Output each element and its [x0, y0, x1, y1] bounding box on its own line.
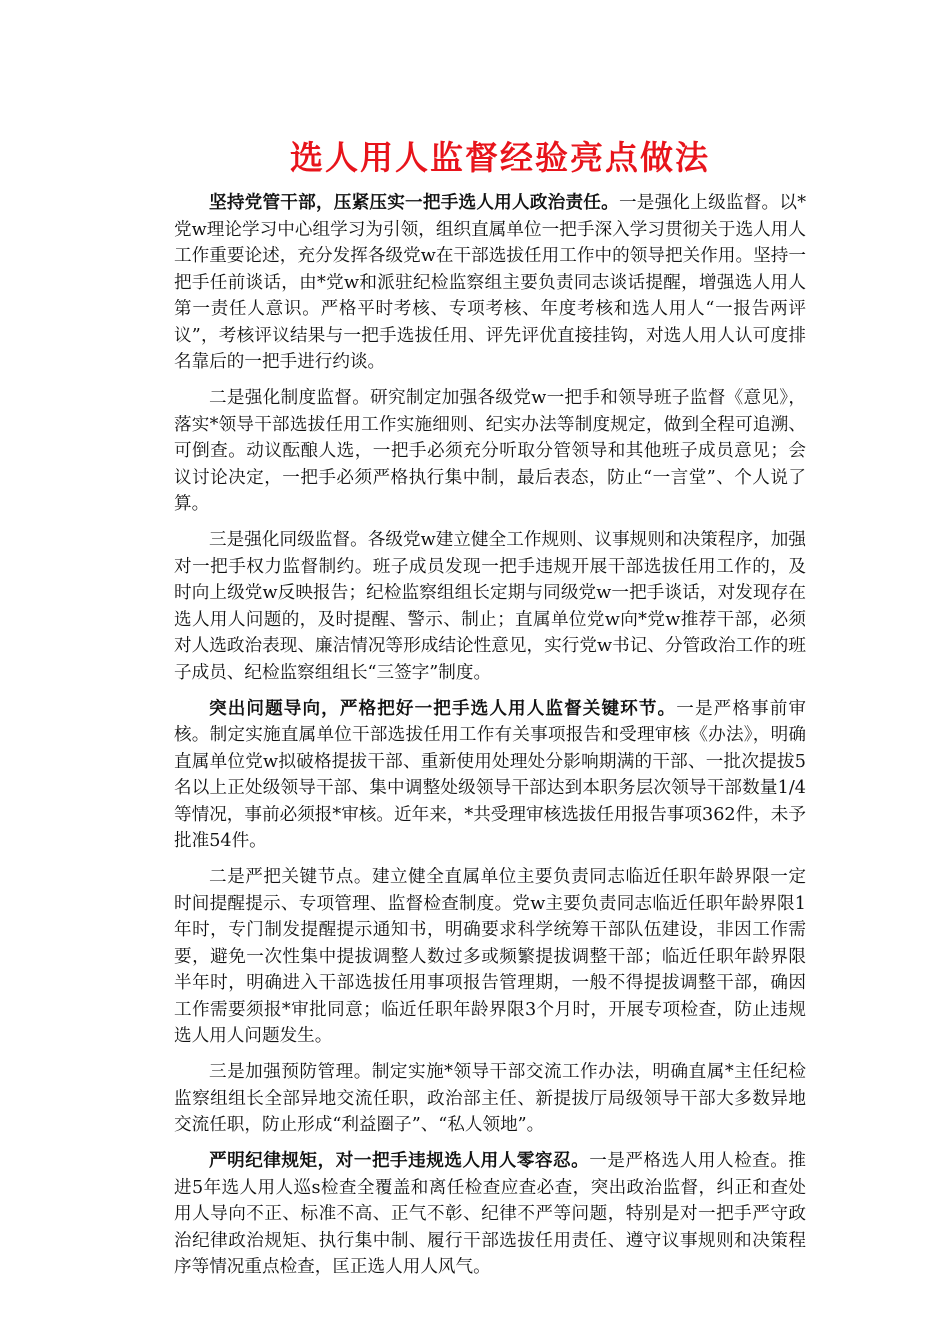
- paragraph-7-text: 一是严格选人用人检查。推进5年选人用人巡s检查全覆盖和离任检查应查必查，突出政治监督，纠正和查处用人导向不正、标准不高、正气不彰、纪律不严等问题，特别是对一把手严守政治纪律政治规矩、执行集中制、履行干部选拔任用责任、遵守议事规则和决策程序等情况重点检查，匡正选人用人风气。: [174, 1151, 806, 1277]
- paragraph-7: [174, 1148, 806, 1281]
- paragraph-4: [174, 696, 806, 855]
- paragraph-2: [174, 385, 806, 518]
- paragraph-5-text: 二是严把关键节点。建立健全直属单位主要负责同志临近任职年龄界限一定时间提醒提示、专项管理、监督检查制度。党w主要负责同志临近任职年龄界限1年时，专门制发提醒提示通知书，明确要求科学统筹干部队伍建设，非因工作需要，避免一次性集中提拔调整人数过多或频繁提拔调整干部；临近任职年龄界限半年时，明确进入干部选拔任用事项报告管理期，一般不得提拔调整干部，确因工作需要须报*审批同意；临近任职年龄界限3个月时，开展专项检查，防止违规选人用人问题发生。: [174, 867, 806, 1046]
- document-title: 选人用人监督经验亮点做法: [290, 138, 710, 177]
- paragraph-3: [174, 527, 806, 686]
- paragraph-4-lead: 突出问题导向，严格把好一把手选人用人监督关键环节。: [209, 697, 677, 719]
- document-body: [174, 190, 806, 1290]
- paragraph-1-text: 一是强化上级监督。以*党w理论学习中心组学习为引领，组织直属单位一把手深入学习贯彻关于选人用人工作重要论述，充分发挥各级党w在干部选拔任用工作中的领导把关作用。坚持一把手任前谈话，由*党w和派驻纪检监察组主要负责同志谈话提醒，增强选人用人第一责任人意识。严格平时考核、专项考核、年度考核和选人用人“一报告两评议”，考核评议结果与一把手选拔任用、评先评优直接挂钩，对选人用人认可度排名靠后的一把手进行约谈。: [174, 193, 806, 372]
- paragraph-6-text: 三是加强预防管理。制定实施*领导干部交流工作办法，明确直属*主任纪检监察组组长全部异地交流任职，政治部主任、新提拔厅局级领导干部大多数异地交流任职，防止形成“利益圈子”、“私人领地”。: [174, 1062, 806, 1135]
- paragraph-1: [174, 190, 806, 376]
- paragraph-2-text: 二是强化制度监督。研究制定加强各级党w一把手和领导班子监督《意见》，落实*领导干部选拔任用工作实施细则、纪实办法等制度规定，做到全程可追溯、可倒查。动议酝酿人选，一把手必须充分听取分管领导和其他班子成员意见；会议讨论决定，一把手必须严格执行集中制，最后表态，防止“一言堂”、个人说了算。: [174, 388, 806, 514]
- paragraph-7-lead: 严明纪律规矩，对一把手违规选人用人零容忍。: [209, 1150, 590, 1171]
- paragraph-6: [174, 1059, 806, 1139]
- paragraph-4-text: 一是严格事前审核。制定实施直属单位干部选拔任用工作有关事项报告和受理审核《办法》，明确直属单位党w拟破格提拔干部、重新使用处理处分影响期满的干部、一批次提拔5名以上正处级领导干部、集中调整处级领导干部达到本职务层次领导干部数量1/4等情况，事前必须报*审核。近年来，*共受理审核选拔任用报告事项362件，未予批准54件。: [174, 698, 806, 851]
- paragraph-1-lead: 坚持党管干部，压紧压实一把手选人用人政治责任。: [209, 192, 619, 213]
- paragraph-5: [174, 864, 806, 1050]
- paragraph-3-text: 三是强化同级监督。各级党w建立健全工作规则、议事规则和决策程序，加强对一把手权力监督制约。班子成员发现一把手违规开展干部选拔任用工作的，及时向上级党w反映报告；纪检监察组组长定期与同级党w一把手谈话，对发现存在选人用人问题的，及时提醒、警示、制止；直属单位党w向*党w推荐干部，必须对人选政治表现、廉洁情况等形成结论性意见，实行党w书记、分管政治工作的班子成员、纪检监察组组长“三签字”制度。: [174, 530, 806, 683]
